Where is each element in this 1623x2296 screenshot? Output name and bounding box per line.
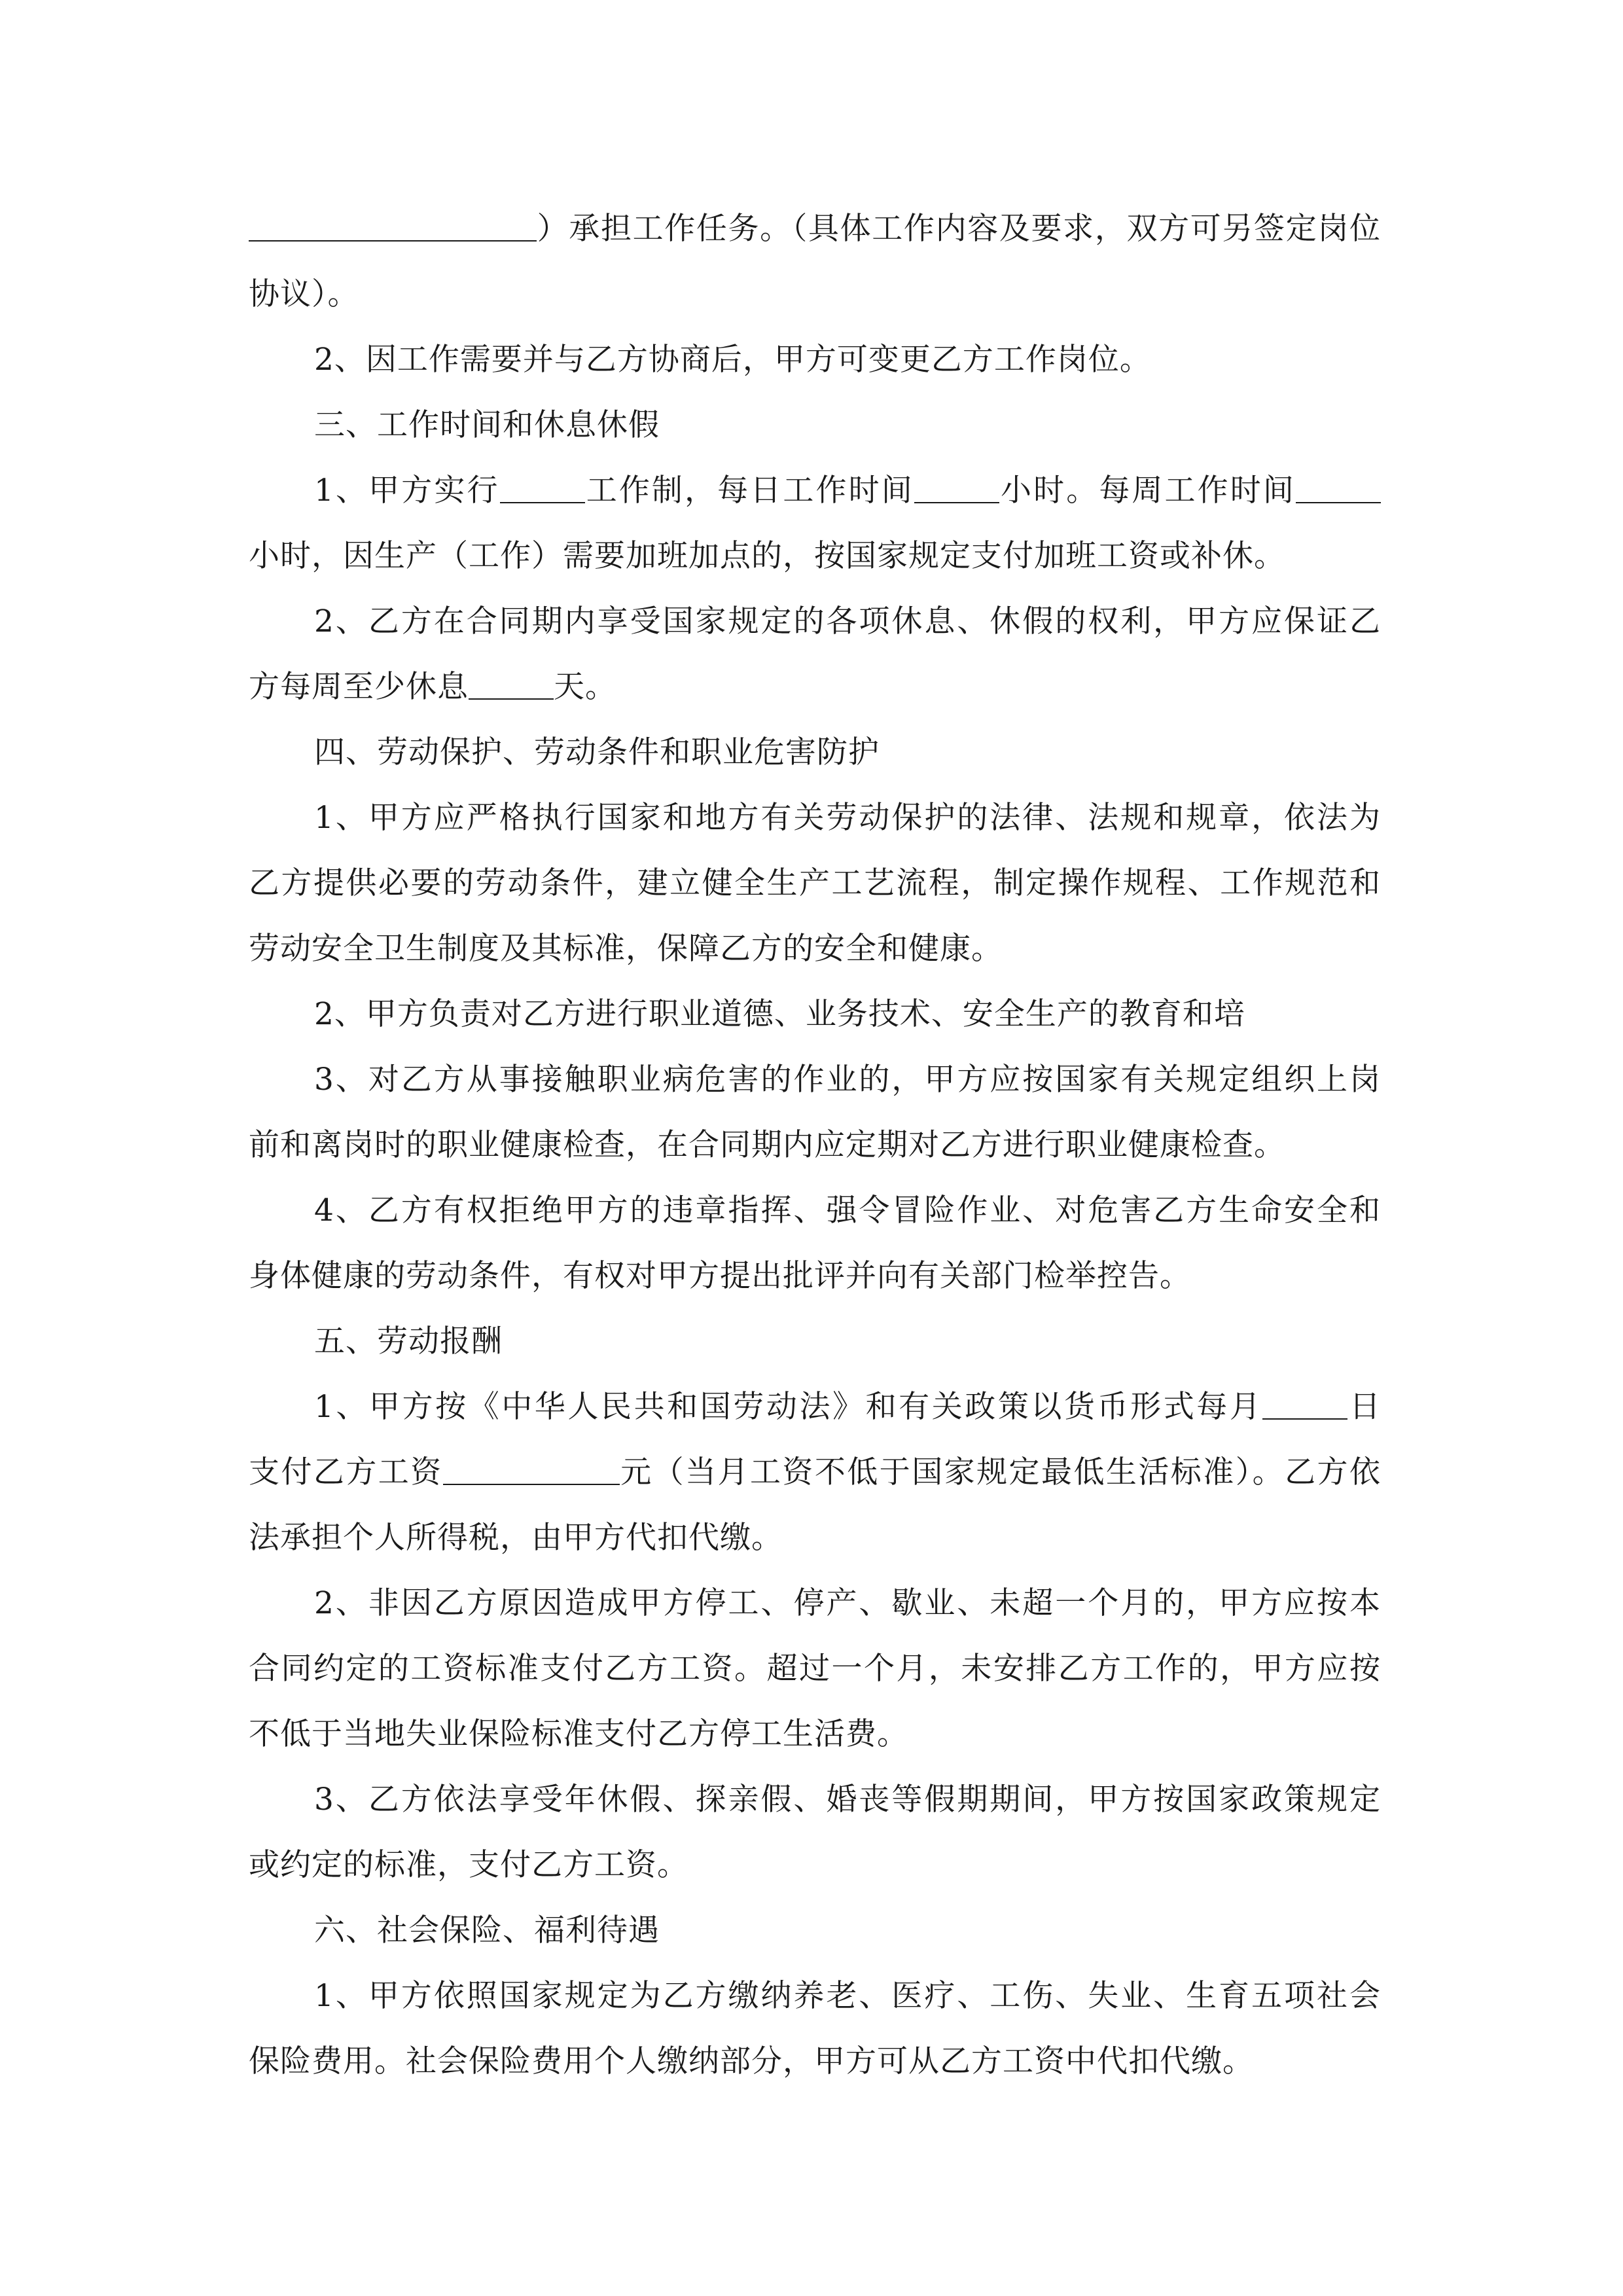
paragraph-line: 2、甲方负责对乙方进行职业道德、业务技术、安全生产的教育和培 (314, 996, 1245, 1032)
paragraph-line: 3、乙方依法享受年休假、探亲假、婚丧等假期期间，甲方按国家政策规定 (314, 1782, 1381, 1818)
fill-blank (469, 659, 554, 700)
paragraph-line: ）承担工作任务。（具体工作内容及要求，双方可另签定岗位 (249, 196, 1381, 262)
fill-blank (443, 1444, 620, 1485)
paragraph-line: 身体健康的劳动条件，有权对甲方提出批评并向有关部门检举控告。 (249, 1258, 1191, 1294)
section-heading: 三、工作时间和休息休假 (314, 407, 660, 443)
paragraph-line: 3、对乙方从事接触职业病危害的作业的，甲方应按国家有关规定组织上岗 (314, 1062, 1381, 1098)
paragraph-line: 保险费用。社会保险费用个人缴纳部分，甲方可从乙方工资中代扣代缴。 (249, 2043, 1254, 2079)
fill-blank (1262, 1379, 1347, 1420)
paragraph-line: 2、乙方在合同期内享受国家规定的各项休息、休假的权利，甲方应保证乙 (314, 603, 1381, 639)
paragraph-line: 前和离岗时的职业健康检查，在合同期内应定期对乙方进行职业健康检查。 (249, 1127, 1285, 1163)
paragraph-line: 1、甲方实行 工作制，每日工作时间 小时。每周工作时间 (314, 458, 1381, 524)
paragraph-line: 支付乙方工资 元（当月工资不低于国家规定最低生活标准）。乙方依 (249, 1440, 1381, 1505)
fill-blank (500, 463, 585, 503)
paragraph-line: 4、乙方有权拒绝甲方的违章指挥、强令冒险作业、对危害乙方生命安全和 (314, 1193, 1381, 1229)
paragraph-line: 小时，因生产（工作）需要加班加点的，按国家规定支付加班工资或补休。 (249, 538, 1285, 574)
paragraph-line: 2、因工作需要并与乙方协商后，甲方可变更乙方工作岗位。 (314, 342, 1151, 378)
paragraph-line: 1、甲方按《中华人民共和国劳动法》和有关政策以货币形式每月 日 (314, 1374, 1381, 1440)
section-heading: 五、劳动报酬 (314, 1323, 503, 1359)
paragraph-line: 方每周至少休息 天。 (249, 655, 1381, 720)
section-heading: 六、社会保险、福利待遇 (314, 1912, 660, 1948)
paragraph-line: 法承担个人所得税，由甲方代扣代缴。 (249, 1520, 783, 1556)
paragraph-line: 劳动安全卫生制度及其标准，保障乙方的安全和健康。 (249, 931, 1003, 967)
paragraph-line: 不低于当地失业保险标准支付乙方停工生活费。 (249, 1716, 908, 1752)
paragraph-line: 协议）。 (249, 276, 359, 312)
paragraph-line: 1、甲方依照国家规定为乙方缴纳养老、医疗、工伤、失业、生育五项社会 (314, 1978, 1381, 2014)
fill-blank (1296, 463, 1381, 503)
paragraph-line: 1、甲方应严格执行国家和地方有关劳动保护的法律、法规和规章，依法为 (314, 800, 1381, 836)
paragraph-line: 2、非因乙方原因造成甲方停工、停产、歇业、未超一个月的，甲方应按本 (314, 1585, 1381, 1621)
paragraph-line: 合同约定的工资标准支付乙方工资。超过一个月，未安排乙方工作的，甲方应按 (249, 1651, 1381, 1687)
section-heading: 四、劳动保护、劳动条件和职业危害防护 (314, 734, 880, 770)
paragraph-line: 乙方提供必要的劳动条件，建立健全生产工艺流程，制定操作规程、工作规范和 (249, 865, 1381, 901)
fill-blank (914, 463, 999, 503)
fill-blank (249, 201, 537, 242)
paragraph-line: 或约定的标准，支付乙方工资。 (249, 1847, 688, 1883)
